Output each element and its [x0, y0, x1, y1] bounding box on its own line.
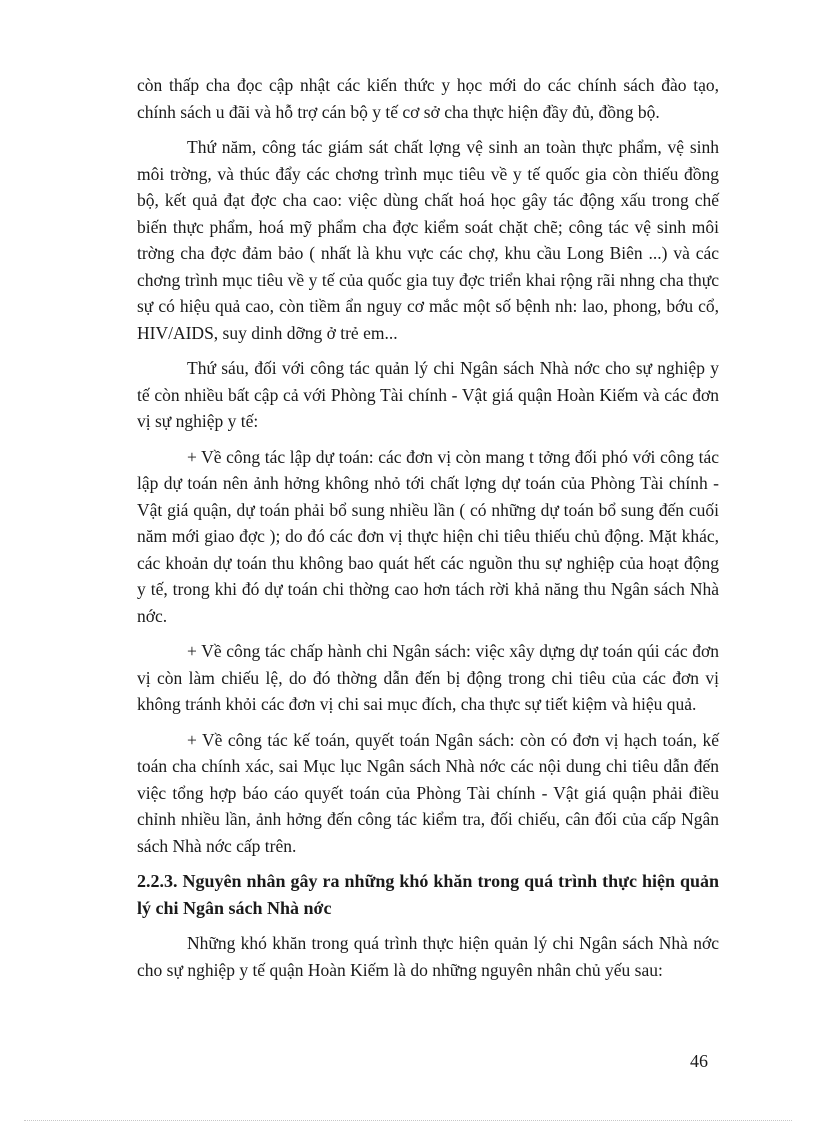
- paragraph-1: còn thấp cha đọc cập nhật các kiến thức y học mới do các chính sách đào tạo, chính sách u đãi và hỗ trợ cán bộ y tế cơ sở cha thực hiện đầy đủ, đồng bộ.: [137, 75, 719, 122]
- section-heading: 2.2.3. Nguyên nhân gây ra những khó khăn trong quá trình thực hiện quản lý chi Ngân sách Nhà nớc: [137, 871, 719, 918]
- paragraph-6: + Về công tác kế toán, quyết toán Ngân sách: còn có đơn vị hạch toán, kế toán cha chính xác, sai Mục lục Ngân sách Nhà nớc các nội dung chi tiêu dẫn đến việc tổng hợp báo cáo quyết toán của Phòng Tài chính - Vật giá quận phải điều chỉnh nhiều lần, ảnh hởng đến công tác kiểm tra, đối chiếu, cân đối của cấp Ngân sách Nhà nớc cấp trên.: [137, 729, 719, 856]
- paragraph-7: Những khó khăn trong quá trình thực hiện quản lý chi Ngân sách Nhà nớc cho sự nghiệp y tế quận Hoàn Kiếm là do những nguyên nhân chủ yếu sau:: [137, 933, 719, 980]
- page-bottom-divider: [24, 1120, 792, 1121]
- paragraph-3: Thứ sáu, đối với công tác quản lý chi Ngân sách Nhà nớc cho sự nghiệp y tế còn nhiều bất cập cả với Phòng Tài chính - Vật giá quận Hoàn Kiếm và các đơn vị sự nghiệp y tế:: [137, 358, 719, 431]
- paragraph-4: + Về công tác lập dự toán: các đơn vị còn mang t tởng đối phó với công tác lập dự toán nên ảnh hởng không nhỏ tới chất lợng dự toán của Phòng Tài chính - Vật giá quận, dự toán phải bổ sung nhiều lần ( có những dự toán bổ sung đến cuối năm mới giao đợc ); do đó các đơn vị thực hiện chi tiêu thiếu chủ động. Mặt khác, các khoản dự toán thu không bao quát hết các nguồn thu sự nghiệp của hoạt động y tế, trong khi đó dự toán chi thờng cao hơn tách rời khả năng thu Ngân sách Nhà nớc.: [137, 446, 719, 626]
- document-body: [137, 72, 719, 992]
- paragraph-2: Thứ năm, công tác giám sát chất lợng vệ sinh an toàn thực phẩm, vệ sinh môi trờng, và thúc đẩy các chơng trình mục tiêu về y tế quốc gia còn thiếu đồng bộ, kết quả đạt đợc cha cao: việc dùng chất hoá học gây tác động xấu trong chế biến thực phẩm, hoá mỹ phẩm cha đợc kiểm soát chặt chẽ; công tác vệ sinh môi trờng cha đợc đảm bảo ( nhất là khu vực các chợ, khu cầu Long Biên ...) và các chơng trình mục tiêu về y tế của quốc gia tuy đợc triển khai rộng rãi nhng cha thực sự có hiệu quả cao, còn tiềm ẩn nguy cơ mắc một số bệnh nh: lao, phong, bớu cổ, HIV/AIDS, suy dinh dỡng ở trẻ em...: [137, 137, 719, 343]
- page-number: 46: [690, 1051, 708, 1071]
- paragraph-5: + Về công tác chấp hành chi Ngân sách: việc xây dựng dự toán qúi các đơn vị còn làm chiếu lệ, do đó thờng dẫn đến bị động trong chi tiêu của các đơn vị không tránh khỏi các đơn vị chi sai mục đích, cha thực sự tiết kiệm và hiệu quả.: [137, 641, 719, 714]
